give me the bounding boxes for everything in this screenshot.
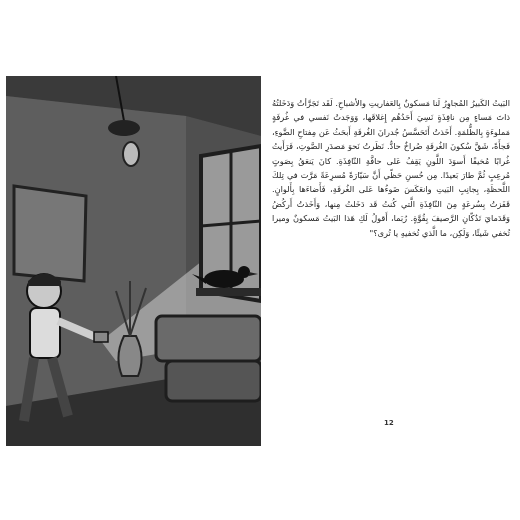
illustration-drawing [6, 76, 261, 446]
text-page [272, 96, 510, 426]
sofa-icon [156, 316, 261, 401]
story-text: البَيتُ الكَبيرُ المُجاوِرُ لَنا مَسكونٌ بِالعَفاريتِ والأشباحِ. لَقَد تَجَرَّأتُ وَدَخَلتُهُ ذاتَ مَساءٍ مِن نافِذَةٍ نَسِيَ أَحَدُهُم إِغلاقَها، وَوَجَدتُ نَفسي في غُرفَةٍ مَملوءَةٍ بِالظُّلمَةِ. أَخَذتُ أَتَحَسَّسُ جُدرانَ الغُرفَةِ أَبحَثُ عَن مِفتاحِ الضَّوءِ، فَجأَةً، شَقَّ سُكونَ الغُرفَةِ صُراخٌ حادٌّ. نَظَرتُ نَحوَ مَصدَرِ الصَّوتِ، فَرَأَيتُ غُرابًا مُخيفًا أَسوَدَ اللَّونِ يَقِفُ عَلى حافَّةِ النّافِذَةِ. كانَ يَنعَقُ بِصَوتٍ مُرعِبٍ ثُمَّ طارَ بَعيدًا. مِن حُسنِ حَظّي أَنَّ سَيّارَةً مُسرِعَةً مَرَّت في تِلكَ اللَّحظَةِ، بِجانِبِ البَيتِ وانعَكَسَ ضَوءُها عَلى الغُرفَةِ، فَأَضاءَها بِأَلوانٍ. قَفَزتُ بِسُرعَةٍ مِنَ النّافِذَةِ الَّتي كُنتُ قَد دَخَلتُ مِنها، وَأَخَذتُ أَركُضُ وَقَدَمايَ تَدُكّانِ الرَّصيفَ بِقُوَّةٍ. رُبَما، أَقولُ لَكِ هَذا البَيتُ مَسكونٌ وميرا تُخفي شَيئًا، وَلَكِن، ما الَّذي تُخفيهِ يا تُرى؟" [272, 98, 510, 238]
illustration-panel [6, 76, 261, 446]
page-number: 12 [384, 419, 394, 427]
picture-frame-icon [14, 186, 86, 281]
